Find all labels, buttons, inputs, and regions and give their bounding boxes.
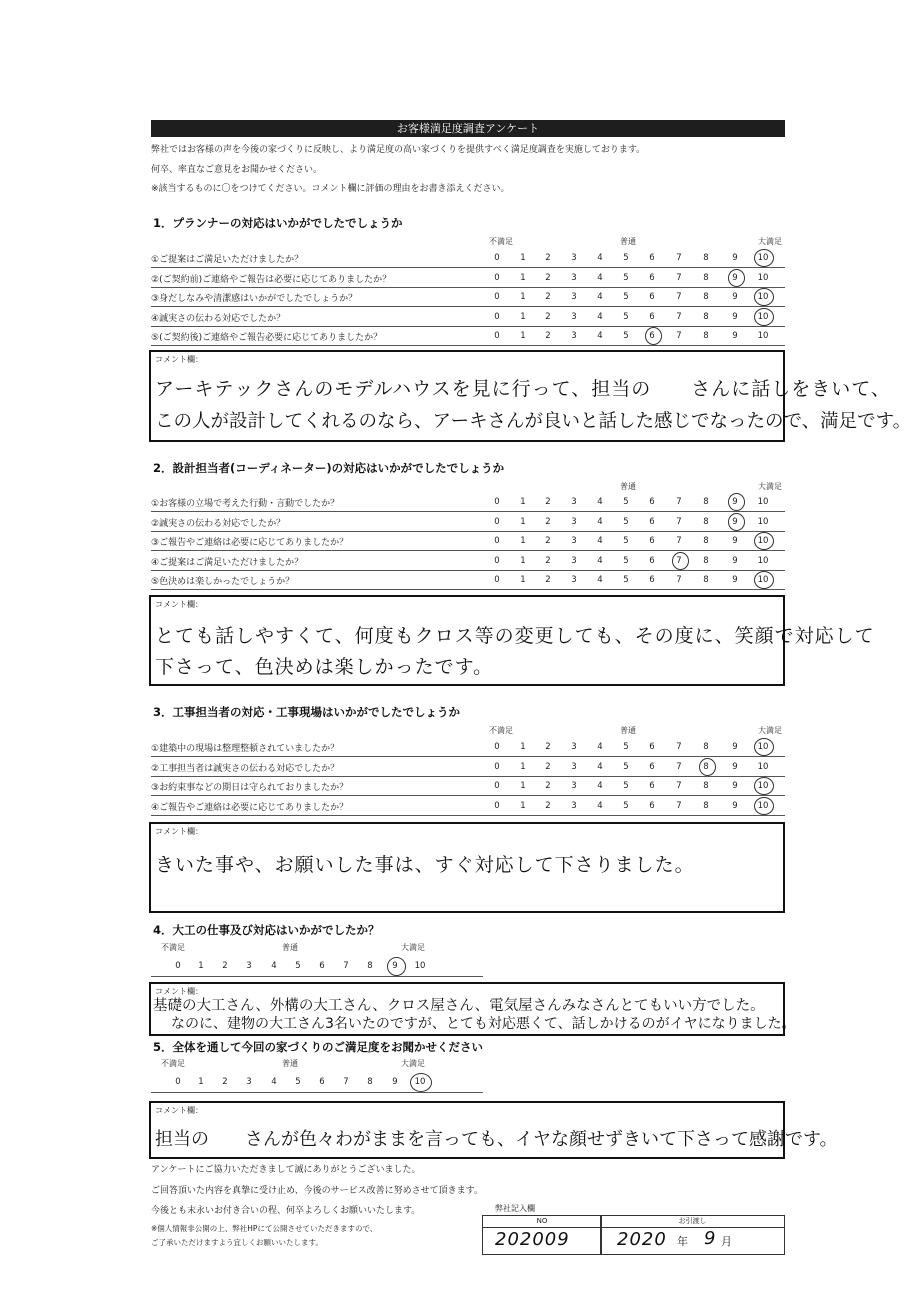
rating-option[interactable]: 5 — [623, 516, 629, 527]
scale-high-label: 大満足 — [758, 726, 782, 735]
rating-option[interactable]: 9 — [732, 497, 738, 507]
selected-rating-circle — [754, 308, 774, 326]
rating-option[interactable]: 7 — [676, 536, 682, 546]
rating-option[interactable]: 4 — [597, 536, 603, 546]
rating-option[interactable]: 2 — [545, 292, 551, 302]
rating-option[interactable]: 1 — [520, 311, 526, 322]
question-text: ①お客様の立場で考えた行動・言動でしたか？ — [151, 499, 340, 509]
question-text: ⑤(ご契約後)ご連絡やご報告必要に応じてありましたか？ — [151, 333, 383, 343]
question-text: ③ご報告やご連絡は必要に応じてありましたか？ — [151, 538, 349, 548]
section-1-title: 1．プランナーの対応はいかがでしたでしょうか — [153, 216, 403, 230]
rating-option[interactable]: 3 — [571, 497, 577, 507]
rating-option[interactable]: 1 — [520, 516, 526, 527]
rating-option[interactable]: 1 — [198, 1077, 204, 1087]
rating-option[interactable]: 9 — [732, 253, 738, 263]
rating-option[interactable]: 7 — [676, 311, 682, 322]
selected-rating-circle — [754, 532, 774, 550]
comment-line: 担当の さんが色々わがままを言っても、イヤな顔せずきいて下さって感謝です。 — [155, 1129, 838, 1150]
rating-option[interactable]: 5 — [623, 536, 629, 546]
rating-option[interactable]: 7 — [676, 516, 682, 527]
rating-option[interactable]: 5 — [623, 253, 629, 263]
rating-option[interactable]: 8 — [703, 555, 709, 566]
rating-option[interactable]: 10 — [757, 516, 769, 527]
rating-option[interactable]: 0 — [494, 516, 500, 527]
rating-option[interactable]: 2 — [222, 961, 228, 971]
section-2-title: 2．設計担当者(コーディネーター)の対応はいかがでしたでしょうか — [153, 461, 505, 475]
rating-option[interactable]: 2 — [545, 497, 551, 507]
rating-option[interactable]: 8 — [703, 800, 709, 811]
rating-option[interactable]: 0 — [494, 761, 500, 772]
selected-rating-circle — [754, 777, 774, 795]
rating-option[interactable]: 9 — [392, 1077, 398, 1087]
rating-option[interactable]: 10 — [757, 555, 769, 566]
rating-option[interactable]: 4 — [271, 961, 277, 971]
rating-option[interactable]: 0 — [494, 742, 500, 752]
rating-option[interactable]: 3 — [246, 1077, 252, 1087]
scale-mid-label: 普通 — [620, 726, 636, 735]
rating-option[interactable]: 3 — [571, 311, 577, 322]
selected-rating-circle — [728, 493, 745, 511]
footer-line-1: アンケートにご協力いただきまして誠にありがとうございました。 — [151, 1165, 421, 1175]
comment-line: この人が設計してくれるのなら、アーキさんが良いと話した感じでなったので、満足です。 — [155, 411, 912, 432]
rating-option[interactable]: 3 — [571, 292, 577, 302]
rating-option[interactable]: 0 — [494, 555, 500, 566]
question-text: ④ご提案はご満足いただけましたか？ — [151, 557, 304, 568]
rating-option[interactable]: 3 — [571, 781, 577, 791]
scale-high-label: 大満足 — [401, 943, 425, 952]
rating-option[interactable]: 1 — [520, 331, 526, 341]
footer-line-2: ご回答頂いた内容を真摯に受け止め、今後のサービス改善に努めさせて頂きます。 — [151, 1186, 483, 1196]
rating-option[interactable]: 8 — [703, 497, 709, 507]
rating-option[interactable]: 6 — [319, 1077, 325, 1087]
rating-option[interactable]: 6 — [649, 800, 655, 811]
rating-option[interactable]: 0 — [494, 575, 500, 585]
rating-option[interactable]: 10 — [757, 292, 769, 302]
office-month-value: 9 — [704, 1228, 717, 1249]
rating-option[interactable]: 3 — [246, 961, 252, 971]
rating-option[interactable]: 5 — [295, 961, 301, 971]
scale-low-label: 不満足 — [161, 1059, 185, 1068]
scale-low-label: 不満足 — [161, 943, 185, 952]
question-text: ③お約束事などの期日は守られておりましたか？ — [151, 783, 349, 793]
rating-option[interactable]: 2 — [545, 311, 551, 322]
rating-option[interactable]: 2 — [545, 742, 551, 752]
question-row — [151, 796, 785, 816]
selected-rating-circle — [728, 269, 745, 287]
rating-option[interactable]: 1 — [520, 253, 526, 263]
rating-option[interactable]: 9 — [392, 961, 398, 971]
question-row — [151, 307, 785, 327]
rating-option[interactable]: 8 — [703, 781, 709, 791]
rating-option[interactable]: 1 — [520, 575, 526, 585]
rating-option[interactable]: 1 — [520, 800, 526, 811]
rating-option[interactable]: 4 — [597, 272, 603, 283]
rating-option[interactable]: 0 — [494, 311, 500, 322]
rating-option[interactable]: 0 — [494, 781, 500, 791]
rating-option[interactable]: 5 — [623, 331, 629, 341]
rating-option[interactable]: 1 — [520, 292, 526, 302]
scale-high-label: 大満足 — [401, 1059, 425, 1068]
rating-option[interactable]: 7 — [676, 497, 682, 507]
rating-option[interactable]: 9 — [732, 761, 738, 772]
rating-option[interactable]: 8 — [367, 961, 373, 971]
question-text: ④ご報告やご連絡は必要に応じてありましたか？ — [151, 802, 349, 813]
office-use-label: 弊社記入欄 — [495, 1204, 535, 1213]
comment-line: なのに、建物の大工さん3名いたのですが、とても対応悪くて、話しかけるのがイヤになりました。 — [171, 1016, 796, 1032]
rating-option[interactable]: 6 — [649, 575, 655, 585]
comment-label: コメント欄： — [155, 827, 203, 836]
section-5-comment-box — [149, 1101, 838, 1159]
scale-low-label: 不満足 — [489, 726, 513, 735]
rating-option[interactable]: 9 — [732, 781, 738, 791]
office-no-value: 202009 — [495, 1229, 570, 1250]
intro-line-3: ※該当するものに〇をつけてください。コメント欄に評価の理由をお書き添えください。 — [151, 184, 510, 194]
rating-option[interactable]: 5 — [623, 781, 629, 791]
question-row — [151, 757, 785, 777]
scale-mid-label: 普通 — [282, 1059, 298, 1068]
rating-option[interactable]: 2 — [545, 331, 551, 341]
rating-option[interactable]: 0 — [494, 497, 500, 507]
section-5-scale — [151, 1072, 483, 1093]
rating-option[interactable]: 7 — [676, 800, 682, 811]
rating-option[interactable]: 8 — [703, 331, 709, 341]
rating-option[interactable]: 9 — [732, 292, 738, 302]
intro-line-2: 何卒、率直なご意見をお聞かせください。 — [151, 165, 323, 175]
rating-option[interactable]: 7 — [676, 555, 682, 566]
rating-option[interactable]: 4 — [597, 292, 603, 302]
rating-option[interactable]: 3 — [571, 761, 577, 772]
rating-option[interactable]: 9 — [732, 272, 738, 283]
question-row — [151, 326, 785, 346]
rating-option[interactable]: 4 — [597, 575, 603, 585]
scale-high-label: 大満足 — [758, 237, 782, 246]
scale-mid-label: 普通 — [282, 943, 298, 952]
selected-rating-circle — [754, 288, 774, 306]
rating-option[interactable]: 6 — [649, 292, 655, 302]
rating-option[interactable]: 10 — [757, 781, 769, 791]
rating-option[interactable]: 2 — [545, 516, 551, 527]
comment-label: コメント欄： — [155, 600, 203, 609]
rating-option[interactable]: 4 — [597, 331, 603, 341]
rating-option[interactable]: 5 — [623, 311, 629, 322]
rating-option[interactable]: 4 — [597, 311, 603, 322]
section-4-title: 4．大工の仕事及び対応はいかがでしたか？ — [153, 923, 380, 937]
rating-option[interactable]: 4 — [597, 742, 603, 752]
rating-option[interactable]: 5 — [623, 742, 629, 752]
rating-option[interactable]: 6 — [649, 516, 655, 527]
rating-option[interactable]: 6 — [649, 536, 655, 546]
rating-option[interactable]: 8 — [703, 253, 709, 263]
question-text: ②(ご契約前)ご連絡やご報告は必要に応じてありましたか？ — [151, 274, 392, 285]
rating-option[interactable]: 10 — [757, 311, 769, 322]
rating-option[interactable]: 5 — [623, 761, 629, 772]
section-4-comment-box — [149, 982, 796, 1036]
rating-option[interactable]: 0 — [175, 1077, 181, 1087]
rating-option[interactable]: 5 — [623, 575, 629, 585]
question-row — [151, 776, 785, 796]
rating-option[interactable]: 8 — [703, 761, 709, 772]
rating-option[interactable]: 2 — [545, 575, 551, 585]
rating-option[interactable]: 8 — [703, 536, 709, 546]
rating-option[interactable]: 9 — [732, 555, 738, 566]
rating-option[interactable]: 10 — [757, 272, 769, 283]
question-text: ④誠実さの伝わる対応でしたか？ — [151, 313, 286, 324]
rating-option[interactable]: 7 — [676, 253, 682, 263]
rating-option[interactable]: 3 — [571, 742, 577, 752]
question-text: ⑤色決めは楽しかったでしょうか？ — [151, 577, 295, 587]
privacy-note-1: ※個人情報非公開の上、弊社HPにて公開させていただきますので、 — [151, 1224, 378, 1233]
rating-option[interactable]: 6 — [649, 253, 655, 263]
rating-option[interactable]: 3 — [571, 555, 577, 566]
rating-option[interactable]: 1 — [520, 536, 526, 546]
rating-option[interactable]: 2 — [545, 800, 551, 811]
question-row — [151, 287, 785, 307]
rating-option[interactable]: 0 — [494, 292, 500, 302]
rating-option[interactable]: 1 — [520, 761, 526, 772]
rating-option[interactable]: 10 — [757, 331, 769, 341]
rating-option[interactable]: 4 — [597, 497, 603, 507]
selected-rating-circle — [410, 1073, 432, 1092]
rating-option[interactable]: 6 — [649, 742, 655, 752]
rating-option[interactable]: 8 — [367, 1077, 373, 1087]
rating-option[interactable]: 10 — [757, 742, 769, 752]
comment-label: コメント欄： — [155, 355, 203, 364]
scale-low-label: 不満足 — [489, 237, 513, 246]
scale-mid-label: 普通 — [620, 237, 636, 246]
question-text: ②工事担当者は誠実さの伝わる対応でしたか？ — [151, 763, 340, 774]
scale-mid-label: 普通 — [620, 482, 636, 491]
section-3-title: 3．工事担当者の対応・工事現場はいかがでしたでしょうか — [153, 705, 460, 719]
rating-option[interactable]: 9 — [732, 536, 738, 546]
rating-option[interactable]: 1 — [520, 497, 526, 507]
rating-option[interactable]: 4 — [597, 781, 603, 791]
rating-option[interactable]: 0 — [494, 253, 500, 263]
selected-rating-circle — [672, 552, 689, 570]
rating-option[interactable]: 10 — [757, 497, 769, 507]
comment-line: 下さって、色決めは楽しかったです。 — [155, 656, 494, 678]
footer-line-3: 今後とも末永いお付き合いの程、何卒よろしくお願いいたします。 — [151, 1206, 421, 1216]
question-row — [151, 512, 785, 532]
section-1-comment-box — [149, 350, 912, 442]
rating-option[interactable]: 9 — [732, 311, 738, 322]
scale-high-label: 大満足 — [758, 482, 782, 491]
rating-option[interactable]: 3 — [571, 516, 577, 527]
rating-option[interactable]: 9 — [732, 575, 738, 585]
rating-option[interactable]: 0 — [494, 272, 500, 283]
rating-option[interactable]: 6 — [649, 761, 655, 772]
rating-option[interactable]: 1 — [520, 555, 526, 566]
rating-option[interactable]: 2 — [545, 761, 551, 772]
rating-option[interactable]: 4 — [597, 761, 603, 772]
rating-option[interactable]: 4 — [597, 555, 603, 566]
selected-rating-circle — [387, 957, 406, 976]
rating-option[interactable]: 8 — [703, 516, 709, 527]
question-row — [151, 531, 785, 551]
rating-option[interactable]: 2 — [545, 272, 551, 283]
office-no-cell — [482, 1215, 602, 1255]
question-text: ③身だしなみや清潔感はいかがでしたでしょうか？ — [151, 294, 358, 304]
office-year-value: 2020 — [617, 1229, 667, 1250]
question-row — [151, 737, 785, 757]
question-row — [151, 492, 785, 512]
rating-option[interactable]: 3 — [571, 331, 577, 341]
rating-option[interactable]: 4 — [271, 1077, 277, 1087]
rating-option[interactable]: 3 — [571, 575, 577, 585]
selected-rating-circle — [754, 738, 774, 756]
selected-rating-circle — [728, 513, 745, 531]
question-text: ②誠実さの伝わる対応でしたか？ — [151, 518, 286, 529]
rating-option[interactable]: 5 — [623, 800, 629, 811]
section-5-title: 5．全体を通して今回の家づくりのご満足度をお聞かせください — [153, 1040, 483, 1054]
rating-option[interactable]: 2 — [545, 781, 551, 791]
rating-option[interactable]: 4 — [597, 253, 603, 263]
rating-option[interactable]: 8 — [703, 742, 709, 752]
question-row — [151, 248, 785, 268]
rating-option[interactable]: 6 — [319, 961, 325, 971]
question-row — [151, 570, 785, 590]
privacy-note-2: ご了承いただけますよう宜しくお願いいたします。 — [151, 1238, 323, 1247]
rating-option[interactable]: 4 — [597, 516, 603, 527]
rating-option[interactable]: 6 — [649, 555, 655, 566]
comment-line: とても話しやすくて、何度もクロス等の変更しても、その度に、笑顔で対応して — [155, 625, 875, 647]
selected-rating-circle — [754, 249, 774, 267]
rating-option[interactable]: 0 — [175, 961, 181, 971]
rating-option[interactable]: 10 — [757, 536, 769, 546]
section-3-comment-box — [149, 822, 785, 913]
comment-label: コメント欄： — [155, 1106, 203, 1115]
rating-option[interactable]: 5 — [623, 272, 629, 283]
rating-option[interactable]: 7 — [676, 331, 682, 341]
comment-line: アーキテックさんのモデルハウスを見に行って、担当の さんに話しをきいて、 — [155, 378, 891, 400]
rating-option[interactable]: 5 — [623, 497, 629, 507]
rating-option[interactable]: 2 — [545, 555, 551, 566]
rating-option[interactable]: 7 — [676, 292, 682, 302]
rating-option[interactable]: 8 — [703, 575, 709, 585]
selected-rating-circle — [645, 327, 662, 345]
rating-option[interactable]: 6 — [649, 781, 655, 791]
office-move-cell — [600, 1215, 785, 1255]
rating-option[interactable]: 0 — [494, 331, 500, 341]
selected-rating-circle — [754, 571, 774, 589]
comment-line: きいた事や、お願いした事は、すぐ対応して下さりました。 — [155, 854, 695, 876]
rating-option[interactable]: 6 — [649, 497, 655, 507]
rating-option[interactable]: 3 — [571, 536, 577, 546]
section-2-comment-box — [149, 595, 875, 686]
rating-option[interactable]: 3 — [571, 800, 577, 811]
rating-option[interactable]: 7 — [676, 742, 682, 752]
question-row — [151, 268, 785, 288]
office-move-header: お引渡し — [601, 1216, 784, 1228]
rating-option[interactable]: 10 — [757, 800, 769, 811]
rating-option[interactable]: 2 — [545, 253, 551, 263]
rating-option[interactable]: 10 — [757, 253, 769, 263]
rating-option[interactable]: 5 — [295, 1077, 301, 1087]
rating-option[interactable]: 8 — [703, 292, 709, 302]
section-4-scale — [151, 956, 483, 977]
rating-option[interactable]: 1 — [520, 781, 526, 791]
survey-title: お客様満足度調査アンケート — [151, 120, 785, 137]
rating-option[interactable]: 3 — [571, 272, 577, 283]
office-year-unit: 年 — [677, 1235, 688, 1248]
office-month-unit: 月 — [721, 1235, 732, 1248]
rating-option[interactable]: 0 — [494, 800, 500, 811]
comment-label: コメント欄： — [155, 987, 203, 996]
rating-option[interactable]: 10 — [414, 1077, 426, 1087]
rating-option[interactable]: 5 — [623, 292, 629, 302]
rating-option[interactable]: 7 — [343, 961, 349, 971]
question-text: ①ご提案はご満足いただけましたか？ — [151, 255, 304, 265]
rating-option[interactable]: 4 — [597, 800, 603, 811]
rating-option[interactable]: 10 — [757, 575, 769, 585]
rating-option[interactable]: 7 — [676, 575, 682, 585]
rating-option[interactable]: 9 — [732, 742, 738, 752]
rating-option[interactable]: 7 — [676, 781, 682, 791]
rating-option[interactable]: 6 — [649, 311, 655, 322]
office-no-header: NO — [483, 1216, 601, 1228]
question-text: ①建築中の現場は整理整頓されていましたか？ — [151, 744, 340, 754]
rating-option[interactable]: 1 — [520, 272, 526, 283]
rating-option[interactable]: 9 — [732, 516, 738, 527]
rating-option[interactable]: 7 — [676, 761, 682, 772]
rating-option[interactable]: 3 — [571, 253, 577, 263]
selected-rating-circle — [754, 797, 774, 815]
rating-option[interactable]: 1 — [198, 961, 204, 971]
question-row — [151, 551, 785, 571]
rating-option[interactable]: 7 — [343, 1077, 349, 1087]
comment-line: 基礎の大工さん、外構の大工さん、クロス屋さん、電気屋さんみなさんとてもいい方でした。 — [153, 998, 765, 1014]
rating-option[interactable]: 10 — [414, 961, 426, 971]
rating-option[interactable]: 8 — [703, 311, 709, 322]
rating-option[interactable]: 2 — [222, 1077, 228, 1087]
rating-option[interactable]: 7 — [676, 272, 682, 283]
rating-option[interactable]: 9 — [732, 800, 738, 811]
rating-option[interactable]: 6 — [649, 331, 655, 341]
rating-option[interactable]: 6 — [649, 272, 655, 283]
selected-rating-circle — [699, 758, 716, 776]
rating-option[interactable]: 9 — [732, 331, 738, 341]
rating-option[interactable]: 1 — [520, 742, 526, 752]
intro-line-1: 弊社ではお客様の声を今後の家づくりに反映し、より満足度の高い家づくりを提供すべく満足度調査を実施しております。 — [151, 145, 646, 155]
rating-option[interactable]: 8 — [703, 272, 709, 283]
rating-option[interactable]: 2 — [545, 536, 551, 546]
rating-option[interactable]: 10 — [757, 761, 769, 772]
rating-option[interactable]: 0 — [494, 536, 500, 546]
rating-option[interactable]: 5 — [623, 555, 629, 566]
